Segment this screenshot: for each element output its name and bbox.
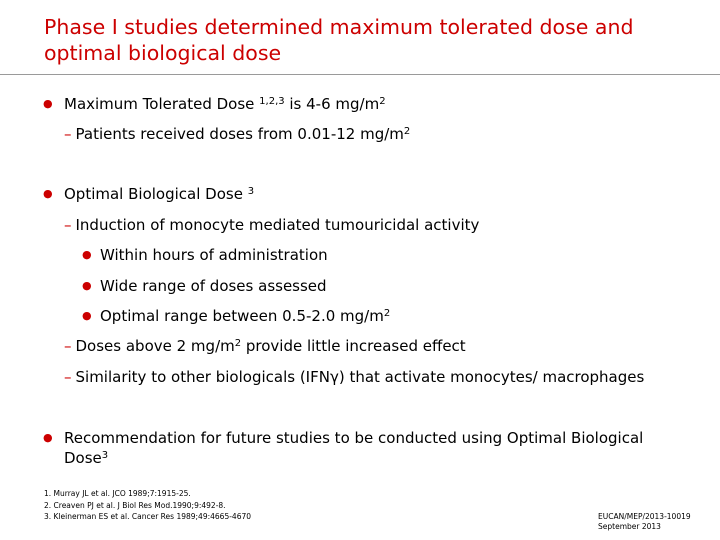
document-code-id: EUCAN/MEP/2013-10019 [598, 512, 691, 521]
sub-bullet-doses-above-text2: provide little increased effect [241, 337, 466, 355]
bullet-obd [43, 184, 255, 204]
bullet-recommendation-ref: 3 [101, 450, 109, 461]
bullet-icon: ● [43, 97, 53, 110]
sub-bullet-obd-doses-above [64, 336, 466, 356]
sub-sub-bullet-optimal-range [82, 306, 391, 326]
bullet-mtd-text: Maximum Tolerated Dose [64, 95, 260, 113]
bullet-mtd [43, 94, 386, 114]
dash-icon: – [64, 368, 72, 386]
sub-bullet-doses-above-text: Doses above 2 mg/m [75, 337, 235, 355]
bullet-obd-text: Optimal Biological Dose [64, 185, 248, 203]
bullet-mtd-text2: is 4-6 mg/m [284, 95, 380, 113]
document-code-date: September 2013 [598, 522, 661, 531]
dash-icon: – [64, 337, 72, 355]
bullet-icon: ● [43, 187, 53, 200]
sub-bullet-mtd-doses-text: Patients received doses from 0.01-12 mg/m [75, 125, 404, 143]
sub-bullet-similarity-text: Similarity to other biologicals (IFNγ) that activate monocytes/ macrophages [75, 368, 645, 386]
dash-icon: – [64, 125, 72, 143]
sub-sub-bullet-text: Within hours of administration [100, 246, 328, 264]
bullet-obd-ref: 3 [247, 186, 255, 197]
sub-sub-bullet-text: Optimal range between 0.5-2.0 mg/m [100, 307, 384, 325]
sub-bullet-mtd-doses [64, 124, 410, 144]
bullet-recommendation-text: Recommendation for future studies to be conducted using Optimal Biological Dose [64, 429, 644, 467]
bullet-icon: ● [82, 309, 92, 322]
sub-bullet-doses-above-exp: 2 [234, 338, 242, 349]
bullet-icon: ● [43, 431, 53, 444]
bullet-icon: ● [82, 279, 92, 292]
bullet-mtd-ref: 1,2,3 [259, 96, 285, 107]
bullet-mtd-unit-exp: 2 [379, 96, 386, 107]
bullet-recommendation [43, 428, 684, 468]
sub-sub-bullet-wide-range [82, 276, 327, 296]
document-code [598, 512, 691, 532]
sub-sub-bullet-exp: 2 [383, 308, 391, 319]
sub-sub-bullet-within-hours [82, 245, 328, 265]
sub-bullet-mtd-doses-exp: 2 [403, 126, 411, 137]
reference-2: 2. Creaven PJ et al. J Biol Res Mod.1990;9:492-8. [44, 500, 226, 510]
reference-3: 3. Kleinerman ES et al. Cancer Res 1989;49:4665-4670 [44, 512, 252, 521]
reference-1: 1. Murray JL et al. JCO 1989;7:1915-25. [44, 489, 191, 498]
slide-title: Phase I studies determined maximum tolerated dose and optimal biological dose [44, 15, 634, 65]
sub-bullet-obd-induction-text: Induction of monocyte mediated tumouricidal activity [75, 216, 480, 234]
title-divider [0, 74, 720, 75]
references [44, 488, 251, 523]
bullet-icon: ● [82, 248, 92, 261]
sub-sub-bullet-text: Wide range of doses assessed [100, 277, 327, 295]
sub-bullet-obd-similarity [64, 367, 644, 387]
dash-icon: – [64, 216, 72, 234]
sub-bullet-obd-induction [64, 215, 479, 235]
